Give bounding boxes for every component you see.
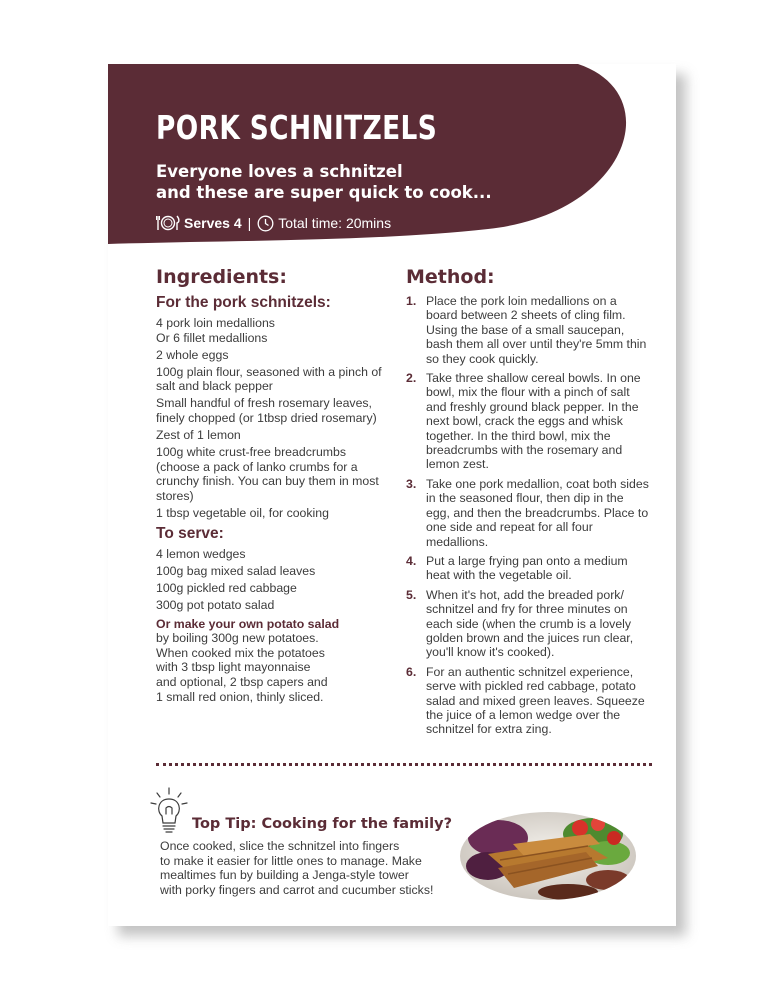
tip-line: to make it easier for little ones to manage. Make — [160, 853, 422, 868]
method-steps — [406, 294, 650, 737]
recipe-meta — [156, 214, 391, 232]
meta-divider: | — [247, 215, 252, 231]
potato-salad-line: 1 small red onion, thinly sliced. — [156, 689, 324, 704]
method-step — [406, 554, 650, 583]
method-step — [406, 665, 650, 737]
method-step — [406, 588, 650, 660]
potato-salad-line: When cooked mix the potatoes — [156, 645, 325, 660]
to-serve-subheading: To serve: — [156, 524, 224, 542]
subtitle-line: Everyone loves a schnitzel — [156, 162, 403, 181]
recipe-card — [108, 64, 676, 926]
ingredient-item: 1 tbsp vegetable oil, for cooking — [156, 506, 329, 521]
step-number: 4. — [406, 553, 417, 568]
step-text: For an authentic schnitzel experience, serve with pickled red cabbage, potato salad and mixed green leaves. Squeeze the juice of a lemon wedge over the schnitzel for extra zing. — [426, 664, 645, 737]
ingredient-item: 4 lemon wedges — [156, 546, 246, 561]
ingredient-item: 300g pot potato salad — [156, 598, 275, 612]
ingredient-item: 2 whole eggs — [156, 347, 229, 362]
potato-salad-line: by boiling 300g new potatoes. — [156, 631, 319, 646]
ingredient-item: Small handful of fresh rosemary leaves, finely chopped (or 1tbsp dried rosemary) — [156, 396, 377, 426]
subtitle-line: and these are super quick to cook... — [156, 183, 492, 202]
tip-line: mealtimes fun by building a Jenga-style tower — [160, 868, 409, 883]
step-number: 6. — [406, 664, 417, 679]
method-section — [406, 266, 650, 742]
schnitzel-dish-photo — [458, 808, 638, 904]
potato-salad-line: and optional, 2 tbsp capers and — [156, 674, 328, 689]
step-number: 5. — [406, 587, 417, 602]
method-step — [406, 371, 650, 472]
step-number: 3. — [406, 476, 417, 491]
ingredients-heading: Ingredients: — [156, 266, 287, 288]
ingredient-item: 100g bag mixed salad leaves — [156, 563, 316, 578]
step-text: When it's hot, add the breaded pork/ schnitzel and fry for three minutes on each side (when the crumb is a lovely golden brown and the juices run clear, you'll know it's cooked). — [426, 587, 634, 660]
step-text: Take three shallow cereal bowls. In one bowl, mix the flour with a pinch of salt and freshly ground black pepper. In the next bowl, crack the eggs and whisk together. In the third bowl, mix the breadcrumbs with the rosemary and lemon zest. — [426, 371, 641, 472]
ingredient-item: 100g pickled red cabbage — [156, 580, 297, 595]
dotted-divider — [156, 763, 652, 766]
potato-salad-line: with 3 tbsp light mayonnaise — [156, 660, 311, 675]
ingredient-item: Zest of 1 lemon — [156, 428, 241, 443]
recipe-title: PORK SCHNITZELS — [156, 108, 438, 147]
top-tip-title: Top Tip: Cooking for the family? — [192, 816, 452, 832]
method-step — [406, 477, 650, 549]
method-heading: Method: — [406, 266, 495, 288]
plate-cutlery-icon — [156, 214, 180, 232]
tip-line: Once cooked, slice the schnitzel into fingers — [160, 839, 400, 853]
ingredient-item: 100g white crust-free breadcrumbs (choose a pack of lanko crumbs for a crunchy finish. You can buy them in most stores) — [156, 445, 379, 504]
clock-icon — [257, 215, 274, 232]
ingredient-item: 4 pork loin medallions Or 6 fillet medallions — [156, 316, 275, 345]
total-time-label: Total time: 20mins — [278, 215, 392, 231]
step-text: Place the pork loin medallions on a board between 2 sheets of cling film. Using the base of a small saucepan, bash them all over until they're 5mm thin so they cook quickly. — [426, 294, 647, 366]
method-step — [406, 294, 650, 366]
ingredient-item: 100g plain flour, seasoned with a pinch of salt and black pepper — [156, 364, 382, 394]
potato-salad-heading: Or make your own potato salad — [156, 616, 340, 631]
serves-label: Serves 4 — [184, 215, 242, 231]
recipe-subtitle — [156, 161, 492, 203]
step-text: Put a large frying pan onto a medium heat with the vegetable oil. — [426, 553, 628, 583]
pork-ingredient-list — [156, 316, 388, 521]
potato-salad-note — [156, 617, 388, 705]
lightbulb-icon — [148, 786, 190, 836]
step-number: 2. — [406, 371, 417, 386]
step-text: Take one pork medallion, coat both sides in the seasoned flour, then dip in the egg, and then the breadcrumbs. Place to one side and repeat for all four medallions. — [426, 476, 649, 549]
serve-ingredient-list — [156, 547, 388, 613]
step-number: 1. — [406, 294, 417, 308]
tip-line: with porky fingers and carrot and cucumber sticks! — [160, 882, 434, 897]
top-tip-text — [160, 839, 460, 897]
pork-schnitzels-subheading: For the pork schnitzels: — [156, 294, 331, 311]
ingredients-section — [156, 266, 388, 704]
